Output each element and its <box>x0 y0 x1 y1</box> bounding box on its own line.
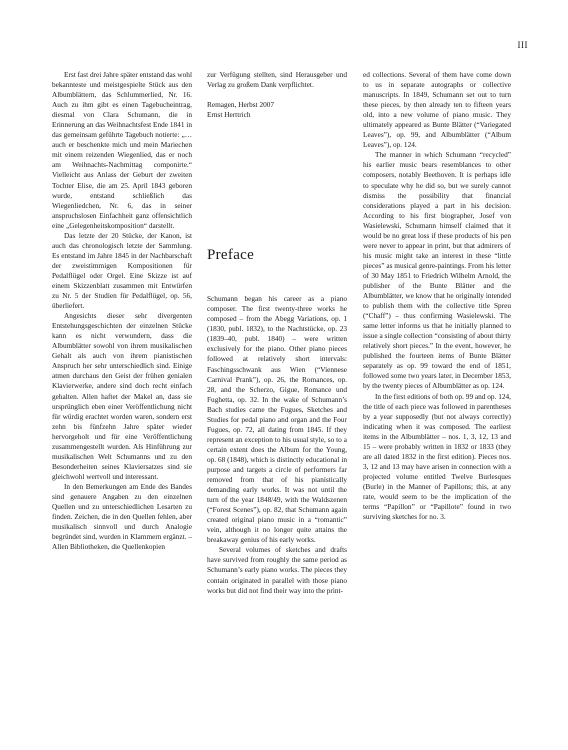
column-german-continuation <box>52 70 192 552</box>
paragraph: ed collections. Several of them have come down to us in separate autographs or collective manuscripts. In 1849, Schumann set out to turn these pieces, by then already ten to fifteen years old, into a new volume of piano music. They ultimately appeared as Bunte Blätter (“Variegated Leaves”), op. 99, and Albumblätter (“Album Leaves”), op. 124. <box>363 70 511 150</box>
place-date: Remagen, Herbst 2007 <box>207 100 275 110</box>
signature-block <box>207 100 347 120</box>
page-number: III <box>517 40 528 50</box>
paragraph: Erst fast drei Jahre später entstand das wohl bekannteste und meistgespielte Stück aus den Albumblättern, das Schlummerlied, Nr. 16. Auch zu ihm gibt es einen Tagebucheintrag, diesmal von Clara Schumann, die in Erinnerung an das Weihnachtsfest Ende 1841 in das gemeinsam geführte Tagebuch notierte: „… auch er beschenkte mich und mein Mariechen mit einem reizenden Wiegenlied, das er noch am Weihnachts-Nachmittag componirte.“ Vielleicht aus Anlass der Geburt der zweiten Tochter Elise, die am 25. April 1843 geboren wurde, entstand schließlich das Wiegenliedchen, Nr. 6, das in seiner anspruchslosen Einfachheit ganz offensichtlich eine „Gelegenheitskomposition“ darstellt. <box>52 70 192 230</box>
author-name: Ernst Herttrich <box>207 110 251 120</box>
paragraph: In the first editions of both op. 99 and op. 124, the title of each piece was followed in parentheses by a year supposedly (but not always correctly) indicating when it was composed. The earliest items in the Albumblätter – nos. 1, 3, 12, 13 and 15 – were probably written in 1832 or 1833 (they are all dated 1832 in the first edition). Pieces nos. 3, 12 and 13 may have arisen in connection with a projected volume entitled Twelve Burlesques (Burle) in the Manner of Papillons; this, at any rate, would seem to be the implication of the terms “Papillon” or “Papillote” found in two surviving sketches for no. 3. <box>363 391 511 522</box>
paragraph: The manner in which Schumann “recycled” his earlier music bears resemblances to other composers, notably Beethoven. It is perhaps idle to speculate why he did so, but we surely cannot dismiss the possibility that financial considerations played a part in his decision. According to his first biographer, Josef von Wasielewski, Schumann himself claimed that it would be no great loss if these products of his pen were never to appear in print, but that admirers of his music might take an interest in these “little pieces” as musical genre-paintings. From his letter of 30 May 1851 to Friedrich Wilhelm Arnold, the publisher of the Bunte Blätter and the Albumblätter, we know that he originally intended to publish them with the collective title Spreu (“Chaff”) – thus confirming Wasielewski. The same letter informs us that he initially planned to issue a single collection “consisting of about thirty relatively short pieces.” In the event, however, he published the fourteen items of Bunte Blätter separately as op. 99 toward the end of 1851, followed some two years later, in December 1853, by the twenty pieces of Albumblätter as op. 124. <box>363 150 511 391</box>
preface-heading: Preface <box>207 247 255 264</box>
paragraph: Schumann began his career as a piano composer. The first twenty-three works he composed – from the Abegg Variations, op. 1 (1830, publ. 1832), to the Nachtstücke, op. 23 (1839–40, publ. 1840) – were written exclusively for the piano. Other piano pieces followed at relatively short intervals: Faschingsschwank aus Wien (“Viennese Carnival Prank”), op. 26, the Romances, op. 28, and the Scherzo, Gigue, Romance und Fughetta, op. 32. In the wake of Schumann’s Bach studies came the Fugues, Sketches and Studies for pedal piano and organ and the Four Fugues, op. 72, all dating from 1845. If they represent an exception to his usual style, so to a certain extent does the Album for the Young, op. 68 (1848), which is distinctly educational in purpose and targets a circle of performers far removed from that of his pianistically demanding early works. It was not until the turn of the year 1848/49, with the Waldszenen (“Forest Scenes”), op. 82, that Schumann again created original piano music in a “romantic” vein, although it no longer quite attains the breakaway genius of his early works. <box>207 294 347 545</box>
paragraph: zur Verfügung stellten, sind Herausgeber und Verlag zu großem Dank verpflichtet. <box>207 70 347 90</box>
paragraph: In den Bemerkungen am Ende des Bandes sind genauere Angaben zu den einzelnen Quellen und zu unterschiedlichen Lesarten zu finden. Zeichen, die in den Quellen fehlen, aber musikalisch sinnvoll und durch Analogie begründet sind, wurden in Klammern ergänzt. – Allen Bibliotheken, die Quellenkopien <box>52 481 192 552</box>
paragraph: Several volumes of sketches and drafts have survived from roughly the same period as Schumann’s early piano works. The pieces they contain originated in parallel with those piano works but did not find their way into the print- <box>207 545 347 595</box>
paragraph: Angesichts dieser sehr divergenten Entstehungsgeschichten der einzelnen Stücke kann es nicht verwundern, dass die Albumblätter sowohl von ihrem musikalischen Gehalt als auch von ihrem pianistischen Anspruch her sehr unterschiedlich sind. Einige atmen durchaus den Geist der frühen genialen Klavierwerke, andere sind doch recht einfach gehalten. Allen haftet der Makel an, dass sie ursprünglich eben einer Veröffentlichung nicht für würdig erachtet worden waren, sondern erst zehn bis fünfzehn Jahre später wieder hervorgeholt und für eine Veröffentlichung zusammengestellt wurden. Als Hinführung zur musikalischen Welt Schumanns und zu den Besonderheiten seines Klaviersatzes sind sie gleichwohl wertvoll und interessant. <box>52 311 192 481</box>
column-right <box>363 70 511 522</box>
column-middle <box>207 70 347 596</box>
paragraph: Das letzte der 20 Stücke, der Kanon, ist auch das chronologisch letzte der Sammlung. Es entstand im Jahre 1845 in der Nachbarschaft der zweistimmigen Kompositionen für Pedalflügel oder Orgel. Eine Skizze ist auf einem Skizzenblatt zusammen mit Entwürfen zu Nr. 5 der Studien für Pedalflügel, op. 56, überliefert. <box>52 230 192 311</box>
